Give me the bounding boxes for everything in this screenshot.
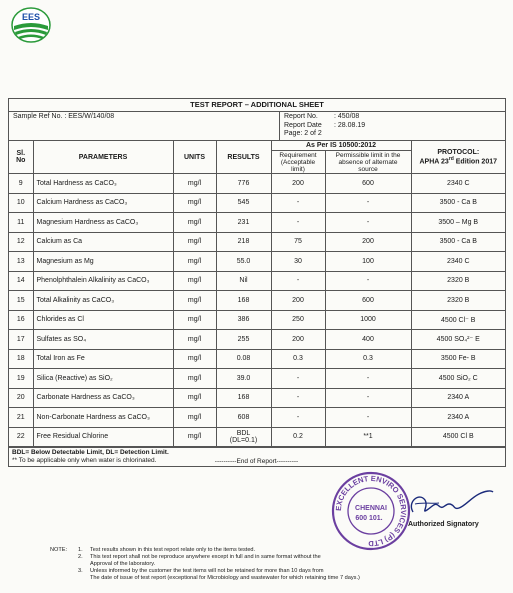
- report-no-value: : 450/08: [334, 113, 360, 120]
- cell-requirement: 200: [271, 291, 325, 311]
- cell-permissible: 600: [325, 174, 411, 194]
- cell-result: 55.0: [216, 252, 271, 272]
- cell-permissible: -: [325, 408, 411, 428]
- cell-unit: mg/l: [173, 291, 216, 311]
- chlorination-note: ** To be applicable only when water is chlorinated.: [12, 457, 157, 464]
- cell-requirement: 200: [271, 330, 325, 350]
- table-row: [9, 427, 505, 447]
- cell-requirement: 0.3: [271, 349, 325, 369]
- note-2-cont: Approval of the laboratory.: [90, 561, 156, 567]
- cell-result: 608: [216, 408, 271, 428]
- cell-sl: 10: [9, 193, 33, 213]
- cell-requirement: -: [271, 213, 325, 233]
- table-row: [9, 291, 505, 311]
- cell-protocol: 3500 - Ca B: [411, 232, 505, 252]
- cell-sl: 9: [9, 174, 33, 194]
- report-notes: NOTE: 1. Test results shown in this test report relate only to the items tested. 2. This test report shall not be reproduce anywhere except in full and in same format without the Approval of the laboratory. 3. Unless informed by the customer the test items will not be retained for more than 10 days from The date of issue of test report (exceptional for Microbiology and wastewater for which retaining time 7 days.): [50, 547, 490, 582]
- cell-sl: 20: [9, 388, 33, 408]
- cell-parameter: Total Hardness as CaCO₃: [33, 174, 173, 194]
- cell-result: 776: [216, 174, 271, 194]
- cell-permissible: 400: [325, 330, 411, 350]
- cell-result: BDL (DL=0.1): [216, 427, 271, 447]
- cell-result: 386: [216, 310, 271, 330]
- report-reference: [9, 112, 505, 141]
- cell-parameter: Carbonate Hardness as CaCO₃: [33, 388, 173, 408]
- cell-result: 255: [216, 330, 271, 350]
- header-permissible: Permissible limit in the absence of alternate source: [325, 151, 411, 174]
- cell-result: 39.0: [216, 369, 271, 389]
- cell-permissible: -: [325, 388, 411, 408]
- cell-requirement: -: [271, 408, 325, 428]
- cell-sl: 21: [9, 408, 33, 428]
- cell-sl: 11: [9, 213, 33, 233]
- cell-result: 231: [216, 213, 271, 233]
- cell-permissible: 600: [325, 291, 411, 311]
- signature-scribble: [405, 482, 495, 522]
- table-row: [9, 369, 505, 389]
- header-sl: Sl. No: [9, 141, 33, 174]
- results-body: [9, 174, 505, 447]
- cell-sl: 18: [9, 349, 33, 369]
- sample-ref-label: Sample Ref No.: [13, 113, 63, 120]
- cell-sl: 15: [9, 291, 33, 311]
- cell-parameter: Magnesium as Mg: [33, 252, 173, 272]
- results-table: [9, 141, 505, 447]
- cell-protocol: 3500 - Ca B: [411, 193, 505, 213]
- cell-unit: mg/l: [173, 388, 216, 408]
- cell-sl: 22: [9, 427, 33, 447]
- table-row: [9, 232, 505, 252]
- cell-protocol: 2340 A: [411, 408, 505, 428]
- cell-protocol: 2320 B: [411, 291, 505, 311]
- report-title: TEST REPORT – ADDITIONAL SHEET: [9, 99, 505, 112]
- table-row: [9, 408, 505, 428]
- table-row: [9, 252, 505, 272]
- cell-result: 168: [216, 388, 271, 408]
- cell-sl: 13: [9, 252, 33, 272]
- cell-permissible: -: [325, 369, 411, 389]
- header-units: UNITS: [173, 141, 216, 174]
- note-label: NOTE:: [50, 547, 68, 553]
- cell-unit: mg/l: [173, 193, 216, 213]
- cell-protocol: 2340 A: [411, 388, 505, 408]
- seal-pin: 600 101.: [355, 515, 383, 522]
- bdl-note: BDL= Below Detectable Limit, DL= Detection Limit.: [12, 449, 169, 456]
- table-row: [9, 213, 505, 233]
- cell-protocol: 3500 – Mg B: [411, 213, 505, 233]
- cell-sl: 14: [9, 271, 33, 291]
- header-requirement: Requirement (Acceptable limit): [271, 151, 325, 174]
- cell-sl: 12: [9, 232, 33, 252]
- cell-sl: 17: [9, 330, 33, 350]
- cell-parameter: Sulfates as SO₄: [33, 330, 173, 350]
- header-parameters: PARAMETERS: [33, 141, 173, 174]
- cell-parameter: Total Alkalinity as CaCO₃: [33, 291, 173, 311]
- table-row: [9, 388, 505, 408]
- cell-requirement: -: [271, 388, 325, 408]
- cell-protocol: 2320 B: [411, 271, 505, 291]
- cell-result: 168: [216, 291, 271, 311]
- cell-requirement: -: [271, 193, 325, 213]
- cell-permissible: 0.3: [325, 349, 411, 369]
- cell-protocol: 4500 Cl⁻ B: [411, 310, 505, 330]
- cell-permissible: -: [325, 213, 411, 233]
- header-standard: As Per IS 10500:2012: [271, 141, 411, 151]
- end-of-report: ----------End of Report----------: [214, 458, 299, 465]
- cell-protocol: 4500 Cl B: [411, 427, 505, 447]
- cell-requirement: 0.2: [271, 427, 325, 447]
- note-1: Test results shown in this test report relate only to the items tested.: [90, 547, 256, 553]
- cell-unit: mg/l: [173, 213, 216, 233]
- header-results: RESULTS: [216, 141, 271, 174]
- cell-permissible: 200: [325, 232, 411, 252]
- cell-sl: 16: [9, 310, 33, 330]
- cell-parameter: Silica (Reactive) as SiO₂: [33, 369, 173, 389]
- cell-protocol: 2340 C: [411, 252, 505, 272]
- company-logo: [10, 6, 52, 44]
- cell-requirement: -: [271, 271, 325, 291]
- table-row: [9, 310, 505, 330]
- protocol-edition: APHA 23rd Edition 2017: [419, 155, 497, 166]
- report-date-label: Report Date: [284, 121, 322, 129]
- cell-permissible: 1000: [325, 310, 411, 330]
- company-seal: [330, 470, 412, 552]
- cell-parameter: Non-Carbonate Hardness as CaCO₃: [33, 408, 173, 428]
- cell-sl: 19: [9, 369, 33, 389]
- cell-requirement: 75: [271, 232, 325, 252]
- cell-parameter: Calcium Hardness as CaCO₃: [33, 193, 173, 213]
- cell-protocol: 3500 Fe- B: [411, 349, 505, 369]
- table-row: [9, 330, 505, 350]
- cell-unit: mg/l: [173, 310, 216, 330]
- cell-result: 545: [216, 193, 271, 213]
- cell-protocol: 4500 SO₄²⁻ E: [411, 330, 505, 350]
- cell-parameter: Phenolphthalein Alkalinity as CaCO₃: [33, 271, 173, 291]
- page-number: Page: 2 of 2: [284, 130, 322, 137]
- cell-requirement: -: [271, 369, 325, 389]
- cell-permissible: -: [325, 193, 411, 213]
- cell-unit: mg/l: [173, 427, 216, 447]
- note-3-cont: The date of issue of test report (exceptional for Microbiology and wastewater for which retaining time 7 days.): [90, 575, 360, 581]
- seal-city: CHENNAI: [355, 505, 387, 512]
- cell-requirement: 250: [271, 310, 325, 330]
- test-report: [8, 98, 506, 467]
- cell-requirement: 30: [271, 252, 325, 272]
- authorized-signatory: Authorized Signatory: [408, 521, 479, 528]
- cell-parameter: Total Iron as Fe: [33, 349, 173, 369]
- note-3: Unless informed by the customer the test items will not be retained for more than 10 days from: [90, 568, 324, 574]
- table-row: [9, 271, 505, 291]
- table-row: [9, 174, 505, 194]
- table-row: [9, 193, 505, 213]
- report-date-value: : 28.08.19: [334, 121, 366, 129]
- cell-parameter: Chlorides as Cl: [33, 310, 173, 330]
- sample-ref-value: : EES/W/140/08: [64, 113, 115, 120]
- cell-requirement: 200: [271, 174, 325, 194]
- cell-result: 218: [216, 232, 271, 252]
- cell-permissible: **1: [325, 427, 411, 447]
- cell-unit: mg/l: [173, 408, 216, 428]
- cell-unit: mg/l: [173, 271, 216, 291]
- cell-unit: mg/l: [173, 369, 216, 389]
- cell-unit: mg/l: [173, 330, 216, 350]
- cell-permissible: 100: [325, 252, 411, 272]
- cell-parameter: Calcium as Ca: [33, 232, 173, 252]
- cell-unit: mg/l: [173, 174, 216, 194]
- cell-protocol: 4500 SiO₂ C: [411, 369, 505, 389]
- report-no-label: Report No.: [284, 113, 318, 120]
- cell-parameter: Free Residual Chlorine: [33, 427, 173, 447]
- cell-parameter: Magnesium Hardness as CaCO₃: [33, 213, 173, 233]
- header-protocol: PROTOCOL: APHA 23rd Edition 2017: [411, 141, 505, 174]
- cell-unit: mg/l: [173, 232, 216, 252]
- cell-result: 0.08: [216, 349, 271, 369]
- table-row: [9, 349, 505, 369]
- cell-permissible: -: [325, 271, 411, 291]
- cell-protocol: 2340 C: [411, 174, 505, 194]
- logo-text: EES: [21, 12, 41, 22]
- seal-ring-text: EXCELLENT ENVIRO SERVICES (P) LTD: [333, 473, 409, 549]
- cell-unit: mg/l: [173, 349, 216, 369]
- cell-result: Nil: [216, 271, 271, 291]
- cell-unit: mg/l: [173, 252, 216, 272]
- note-2: This test report shall not be reproduce anywhere except in full and in same format without the: [90, 554, 321, 560]
